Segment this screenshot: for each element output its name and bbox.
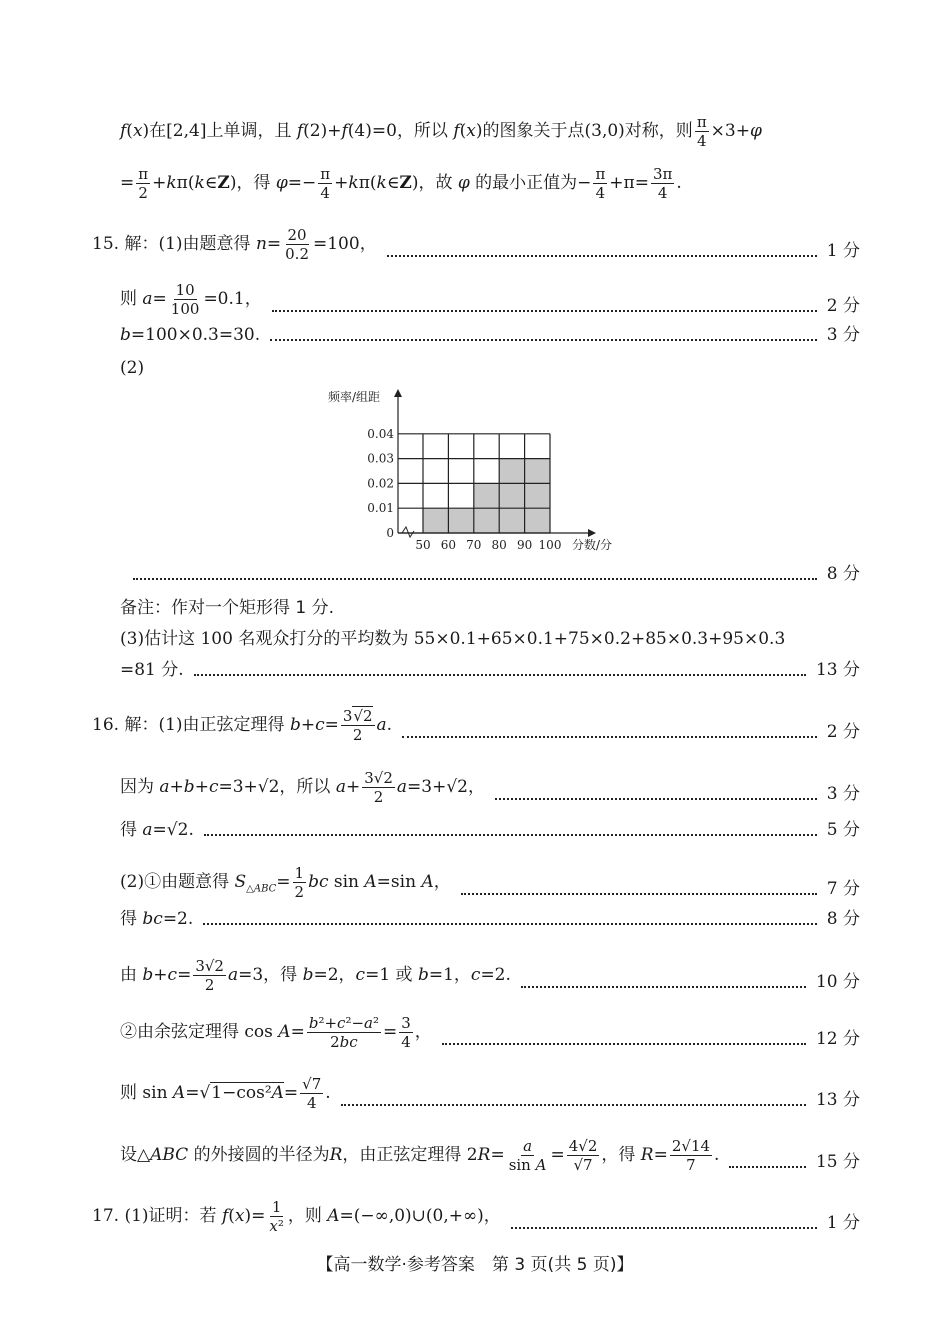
header-line-1: f(x)在[2,4]上单调，且 f(2)+f(4)=0，所以 f(x)的图象关于点(3,0)对称，则 $\frac{\pi}{4}$ ×3+φ bbox=[120, 113, 762, 150]
q17-step-1-score: 1 分 bbox=[826, 1213, 860, 1233]
x-tick-label: 70 bbox=[466, 538, 482, 552]
x-tick-label: 100 bbox=[538, 538, 562, 552]
q15-step-1-score: 1 分 bbox=[826, 241, 860, 261]
q15-part-3-score: 13 分 bbox=[815, 660, 860, 680]
q15-step-2: 则 a= $\frac{10}{100}$ =0.1， 2 分 bbox=[120, 281, 860, 318]
q15-part-3-line-2 bbox=[120, 658, 860, 682]
q16-step-7: ②由余弦定理得 cos A= $\frac{\text{b²+c²−a²}}{2bc}$ = $\frac{3}{4}$ ， 12 分 bbox=[120, 1014, 860, 1051]
x-tick-label: 50 bbox=[415, 538, 431, 552]
q16-step-6: 由 b+c= $\frac{3√2}{2}$ a=3，得 b=2，c=1 或 b=1，c=2. 10 分 bbox=[120, 957, 860, 994]
q16-step-2: 因为 a+b+c=3+√2，所以 a+ $\frac{3√2}{2}$ a=3+√2， 3 分 bbox=[120, 769, 860, 806]
q16-step-7-score: 12 分 bbox=[815, 1029, 860, 1049]
x-axis-title: 分数/分 bbox=[572, 538, 613, 552]
q16-step-3: 得 a=√2. 5 分 bbox=[120, 820, 860, 840]
q16-step-5: 得 bc=2. 8 分 bbox=[120, 909, 860, 929]
y-tick-label: 0 bbox=[386, 526, 394, 540]
y-tick-label: 0.03 bbox=[367, 451, 394, 466]
x-tick-label: 90 bbox=[516, 538, 533, 552]
q16-step-2-score: 3 分 bbox=[826, 784, 860, 804]
q16-step-9: 设△ABC 的外接圆的半径为R，由正弦定理得 2R= $\frac{a}{\text{sin A}}$ = $\frac{4√2}{√7}$ ，得 R= $\frac{2√14}{7}$ . 15 分 bbox=[120, 1137, 860, 1174]
q15-chart-score-line bbox=[133, 562, 860, 586]
q16-step-8: 则 sin A=√1−cos²A= $\frac{√7}{4}$ . 13 分 bbox=[120, 1075, 860, 1112]
y-axis-title: 频率/组距 bbox=[328, 390, 381, 404]
q16-step-1: 16. 解：(1)由正弦定理得 b+c= $\frac{3√2}{2}$ a. 2 分 bbox=[92, 707, 860, 744]
axis-break-mark bbox=[402, 527, 414, 537]
histogram-bar bbox=[499, 459, 524, 533]
q16-step-6-score: 10 分 bbox=[815, 972, 860, 992]
y-tick-label: 0.02 bbox=[367, 476, 394, 491]
x-axis-arrow bbox=[588, 529, 596, 537]
q15-step-2-score: 2 分 bbox=[826, 296, 860, 316]
y-tick-label: 0.04 bbox=[367, 426, 394, 441]
q16-step-4-score: 7 分 bbox=[826, 879, 860, 900]
q15-part-2-label: (2) bbox=[120, 358, 145, 378]
y-tick-label: 0.01 bbox=[367, 501, 394, 516]
x-tick-label: 60 bbox=[440, 538, 457, 552]
q16-step-3-score: 5 分 bbox=[826, 820, 860, 840]
q15-step-3-score: 3 分 bbox=[826, 325, 860, 345]
q15-step-3: b=100×0.3=30. 3 分 bbox=[120, 325, 860, 345]
q15-part-3-line-1: (3)估计这 100 名观众打分的平均数为 55×0.1+65×0.1+75×0.2+85×0.3+95×0.3 bbox=[120, 629, 786, 649]
q15-step-1: 15. 解：(1)由题意得 n= $\frac{20}{0.2}$ =100， 1 分 bbox=[92, 226, 860, 263]
y-axis-arrow bbox=[394, 389, 402, 397]
histogram-bar bbox=[423, 508, 448, 533]
frequency-histogram bbox=[320, 385, 640, 560]
q15-part-3-text: =81 分. bbox=[120, 660, 184, 680]
x-tick-label: 80 bbox=[491, 538, 507, 552]
q16-step-4: (2)①由题意得 $S_{\triangle ABC}=$ $\frac{1}{2}$ bc sin A=sin A， 7 分 bbox=[120, 864, 860, 901]
q16-step-1-score: 2 分 bbox=[826, 722, 860, 742]
histogram-bar bbox=[448, 508, 473, 533]
header-line-2: = $\frac{\pi}{2}$ +kπ(k∈Z)，得 φ=− $\frac{\pi}{4}$ +kπ(k∈Z)，故 φ 的最小正值为− $\frac{\pi}{4}$ +π= $\frac{3\pi}{4}$ . bbox=[120, 165, 682, 202]
q16-step-8-score: 13 分 bbox=[815, 1090, 860, 1110]
q15-chart-score: 8 分 bbox=[826, 564, 860, 584]
q16-step-5-score: 8 分 bbox=[826, 909, 860, 929]
histogram-bar bbox=[525, 459, 550, 533]
q17-step-1: 17. (1)证明：若 f(x)= $\frac{1}{\text{x²}}$ ，则 A=(−∞,0)∪(0,+∞)， 1 分 bbox=[92, 1198, 860, 1235]
q15-note: 备注：作对一个矩形得 1 分. bbox=[120, 598, 335, 618]
q16-step-9-score: 15 分 bbox=[815, 1152, 860, 1172]
page-footer: 【高一数学·参考答案 第 3 页(共 5 页)】 bbox=[316, 1255, 634, 1275]
